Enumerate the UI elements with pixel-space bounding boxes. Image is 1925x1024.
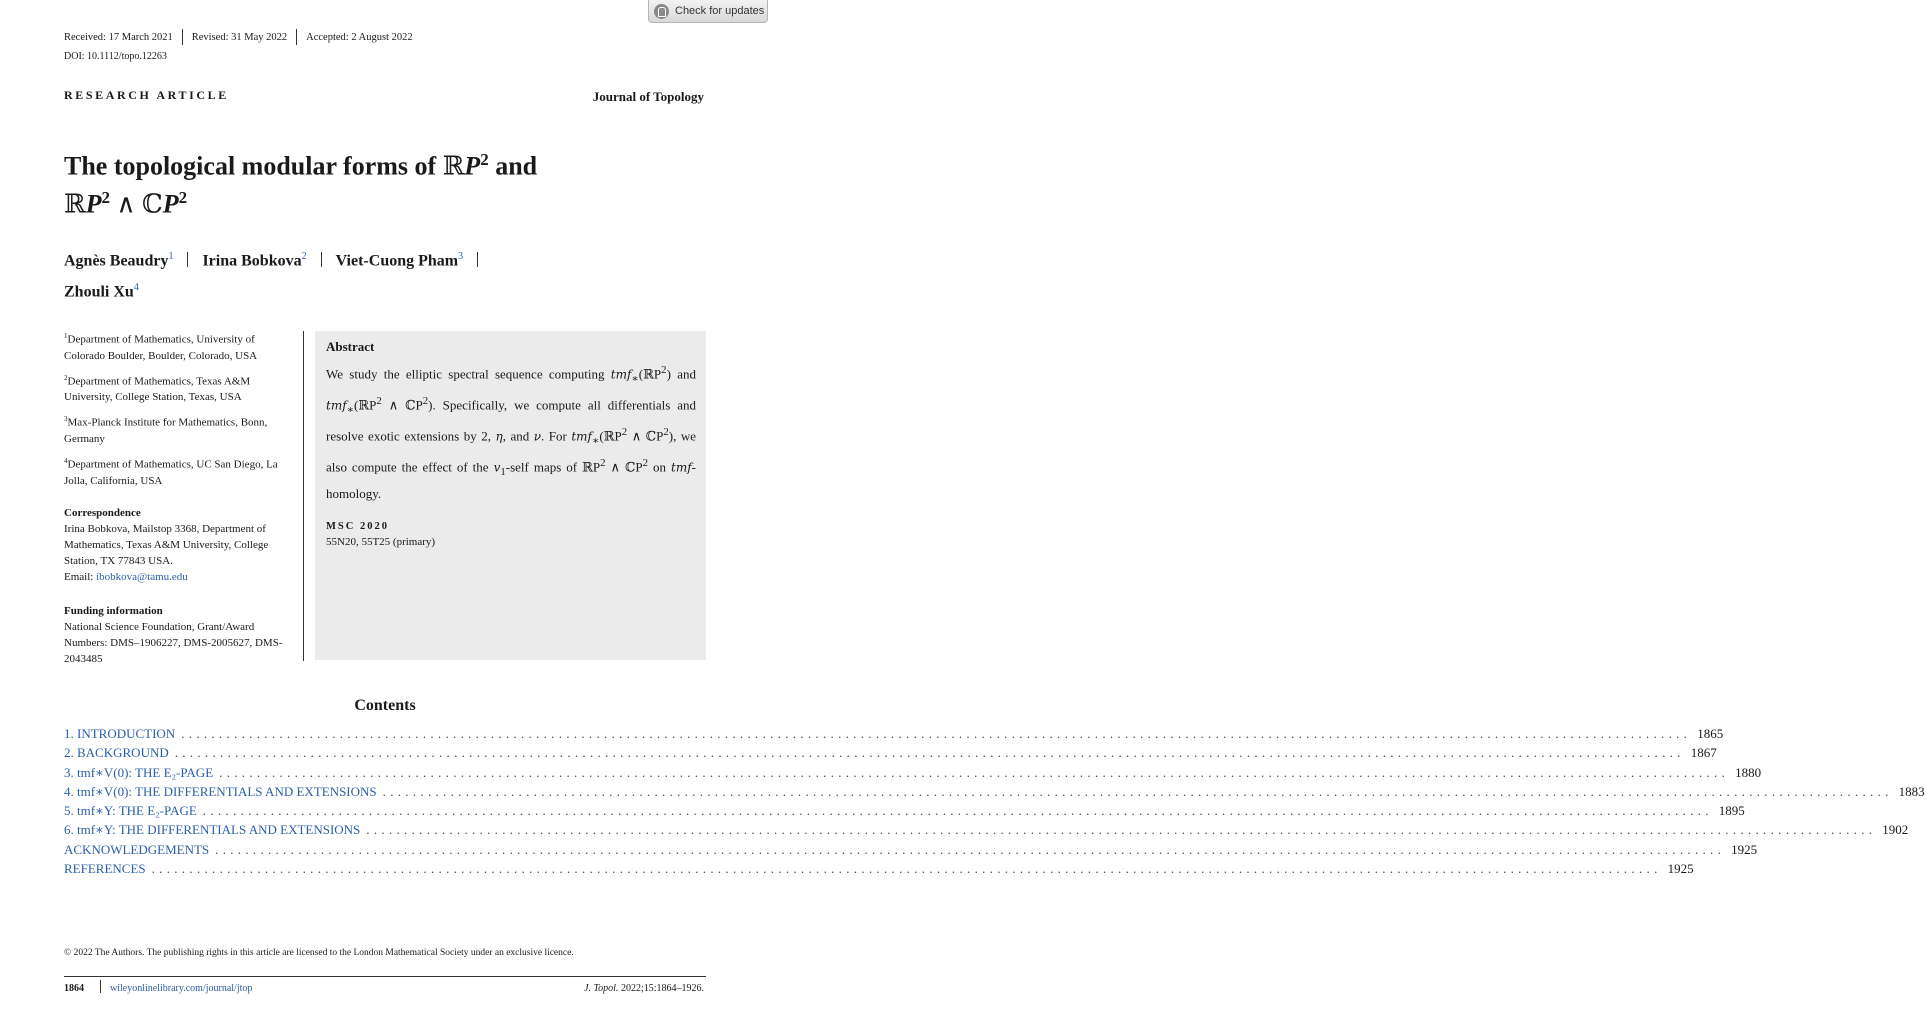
abstract-heading: Abstract [326, 339, 375, 354]
abstract-math: tmf [571, 429, 593, 444]
journal-website-link[interactable]: wileyonlinelibrary.com/journal/jtop [110, 983, 253, 994]
toc-leader: ........................................................................................................................................................................................................ [366, 822, 1877, 838]
toc-entry[interactable] [64, 726, 1724, 745]
title-math: ℝ [64, 189, 86, 219]
toc-entry[interactable] [64, 822, 1909, 841]
abstract-math: v [493, 460, 501, 475]
affiliation [64, 411, 290, 447]
title-math: 2 [480, 150, 489, 169]
affiliation-text: Department of Mathematics, UC San Diego, La Jolla, California, USA [64, 458, 278, 487]
divider [321, 252, 322, 267]
author-affiliation-link[interactable]: 2 [301, 251, 307, 262]
abstract-math: 2 [661, 364, 667, 376]
toc-page-number: 1902 [1882, 822, 1909, 838]
title-text: and [488, 151, 538, 181]
abstract-math: tmf [671, 460, 692, 475]
toc-entry[interactable] [64, 841, 1758, 861]
paper-title [64, 144, 684, 219]
toc-link[interactable]: 3. tmf∗V(0): THE E₂-PAGE [64, 764, 214, 780]
received-date: Received: 17 March 2021 [64, 31, 173, 43]
abstract-math: (ℝP [354, 397, 377, 413]
affiliation-text: Max-Planck Institute for Mathematics, Bonn, Germany [64, 416, 268, 445]
abstract-math: ) [668, 428, 674, 444]
contents-heading: Contents [354, 697, 416, 714]
abstract-math: ∧ ℂP [381, 397, 423, 413]
affiliation [64, 370, 290, 406]
toc-entry[interactable] [64, 764, 1762, 784]
funding-heading: Funding information [64, 604, 163, 617]
toc-page-number: 1925 [1731, 841, 1758, 857]
toc-entry[interactable] [64, 803, 1745, 822]
abstract-math: ∗ [631, 372, 639, 385]
affiliation-number: 4 [64, 456, 68, 465]
abstract-math: 2 [600, 456, 606, 469]
affiliation-number: 1 [64, 332, 68, 340]
toc-leader: ........................................................................................................................................................................................................ [215, 841, 1726, 857]
toc-entry[interactable] [64, 745, 1717, 764]
title-math: 2 [101, 187, 110, 207]
correspondence-address: Irina Bobkova, Mailstop 3368, Department of Mathematics, Texas A&M University, College Station, TX 77843 USA. [64, 522, 269, 567]
abstract-math: tmf [326, 398, 347, 413]
abstract-segment: -homology. [326, 459, 696, 501]
abstract-math: ∧ ℂP [627, 428, 664, 444]
author-affiliation-link[interactable]: 1 [168, 251, 174, 262]
citation [584, 983, 704, 994]
toc-page-number: 1865 [1697, 726, 1724, 741]
abstract-segment: on [648, 459, 671, 475]
title-math: P [464, 151, 481, 181]
journal-name: Journal of Topology [592, 89, 704, 104]
abstract-math: ∗ [346, 403, 355, 416]
check-updates-icon [654, 4, 669, 19]
author-name: Agnès Beaudry [64, 252, 169, 270]
msc-codes: 55N20, 55T25 (primary) [326, 535, 436, 548]
toc-entry[interactable] [64, 861, 1694, 880]
abstract-math: ν [533, 429, 542, 444]
abstract-math: ) [428, 397, 433, 413]
affiliation [64, 453, 290, 489]
author-affiliation-link[interactable]: 4 [133, 282, 139, 294]
toc-link[interactable]: ACKNOWLEDGEMENTS [64, 841, 210, 857]
affiliation [64, 328, 290, 364]
abstract-segment: We study the elliptic spectral sequence computing [326, 366, 611, 382]
toc-leader: ........................................................................................................................................................................................................ [219, 764, 1730, 780]
toc-page-number: 1880 [1735, 764, 1762, 780]
accepted-date: Accepted: 2 August 2022 [306, 31, 413, 43]
msc-heading: MSC 2020 [326, 520, 389, 532]
abstract-segment: . For [541, 428, 572, 444]
affiliation-text: Department of Mathematics, University of Colorado Boulder, Boulder, Colorado, USA [64, 333, 258, 362]
check-for-updates-button[interactable] [648, 0, 768, 23]
toc-page-number: 1867 [1690, 745, 1717, 761]
article-info-column [64, 328, 290, 667]
abstract-box [315, 331, 706, 660]
toc-page-number: 1895 [1718, 803, 1745, 819]
divider [100, 980, 101, 993]
email-link[interactable]: ibobkova@tamu.edu [96, 570, 188, 583]
toc-page-number: 1883 [1898, 783, 1925, 799]
title-text: The topological modular forms of [64, 151, 443, 181]
abstract-segment: -self maps of ℝP [505, 459, 601, 475]
abstract-math: ) [666, 366, 671, 382]
correspondence-heading: Correspondence [64, 506, 141, 519]
author-list [64, 243, 684, 306]
author-name: Irina Bobkova [202, 252, 302, 270]
abstract-math: η [495, 429, 503, 444]
abstract-segment: and [670, 366, 696, 382]
toc-link[interactable]: 4. tmf∗V(0): THE DIFFERENTIALS AND EXTENSIONS [64, 783, 377, 799]
title-math: P [85, 189, 102, 219]
copyright-notice: © 2022 The Authors. The publishing rights in this article are licensed to the London Mathematical Society under an exclusive licence. [64, 948, 574, 958]
affiliation-number: 2 [64, 373, 68, 382]
correspondence-text [64, 521, 290, 585]
doi: DOI: 10.1112/topo.12263 [64, 51, 167, 62]
article-type: RESEARCH ARTICLE [64, 88, 229, 102]
toc-link[interactable]: 5. tmf∗Y: THE E₂-PAGE [64, 803, 197, 819]
author-name: Zhouli Xu [64, 283, 134, 301]
affiliation-text: Department of Mathematics, Texas A&M University, College Station, Texas, USA [64, 375, 251, 404]
toc-link[interactable]: 6. tmf∗Y: THE DIFFERENTIALS AND EXTENSIONS [64, 822, 361, 838]
abstract-math: 2 [663, 425, 669, 438]
abstract-math: 2 [642, 456, 649, 469]
abstract-math: ∧ ℂP [605, 459, 643, 475]
title-math: ∧ [110, 189, 143, 219]
article-dates [64, 29, 413, 45]
toc-leader: ........................................................................................................................................................................................................ [181, 726, 1692, 741]
abstract-math: ∗ [592, 434, 600, 447]
abstract-math: (ℝP [599, 428, 622, 444]
toc-leader: ........................................................................................................................................................................................................ [151, 861, 1662, 877]
author-affiliation-link[interactable]: 3 [458, 251, 464, 262]
check-updates-label: Check for updates [675, 5, 765, 17]
divider [477, 252, 478, 267]
toc-leader: ........................................................................................................................................................................................................ [174, 745, 1685, 761]
citation-details: 2022;15:1864–1926. [618, 983, 704, 994]
abstract-segment: , and [502, 428, 534, 444]
abstract-math: 1 [500, 465, 506, 478]
abstract-math: (ℝP [638, 366, 662, 382]
title-math: ℂ [142, 189, 163, 219]
divider [182, 29, 183, 45]
toc-link[interactable]: REFERENCES [64, 861, 146, 877]
abstract-segment: , we also compute the effect of the [326, 428, 696, 475]
abstract-text [326, 359, 696, 505]
affiliation-number: 3 [64, 415, 68, 424]
citation-journal: J. Topol. [584, 983, 619, 994]
author-name: Viet-Cuong Pham [335, 252, 459, 270]
email-label: Email: [64, 570, 97, 583]
title-math: 2 [178, 187, 188, 207]
abstract-math: 2 [376, 394, 382, 407]
toc-leader: ........................................................................................................................................................................................................ [382, 783, 1893, 799]
column-divider [303, 331, 304, 661]
divider [296, 29, 297, 45]
abstract-math: 2 [621, 425, 628, 438]
toc-link[interactable]: 1. INTRODUCTION [64, 726, 176, 741]
revised-date: Revised: 31 May 2022 [191, 31, 288, 43]
toc-page-number: 1925 [1667, 861, 1694, 877]
toc-leader: ........................................................................................................................................................................................................ [202, 803, 1713, 819]
toc-entry[interactable] [64, 783, 1925, 803]
table-of-contents [64, 726, 1925, 880]
title-math: ℝ [442, 151, 465, 181]
abstract-math: 2 [422, 394, 429, 407]
abstract-segment: . Specifically, we compute all differentials and resolve exotic extensions by 2, [326, 397, 696, 444]
footer-rule [64, 976, 706, 977]
abstract-math: tmf [610, 367, 632, 382]
toc-link[interactable]: 2. BACKGROUND [64, 745, 169, 761]
funding-text: National Science Foundation, Grant/Award Numbers: DMS–1906227, DMS-2005627, DMS-2043485 [64, 620, 283, 665]
divider [187, 252, 188, 267]
title-math: P [162, 189, 179, 219]
page-number: 1864 [64, 983, 84, 994]
